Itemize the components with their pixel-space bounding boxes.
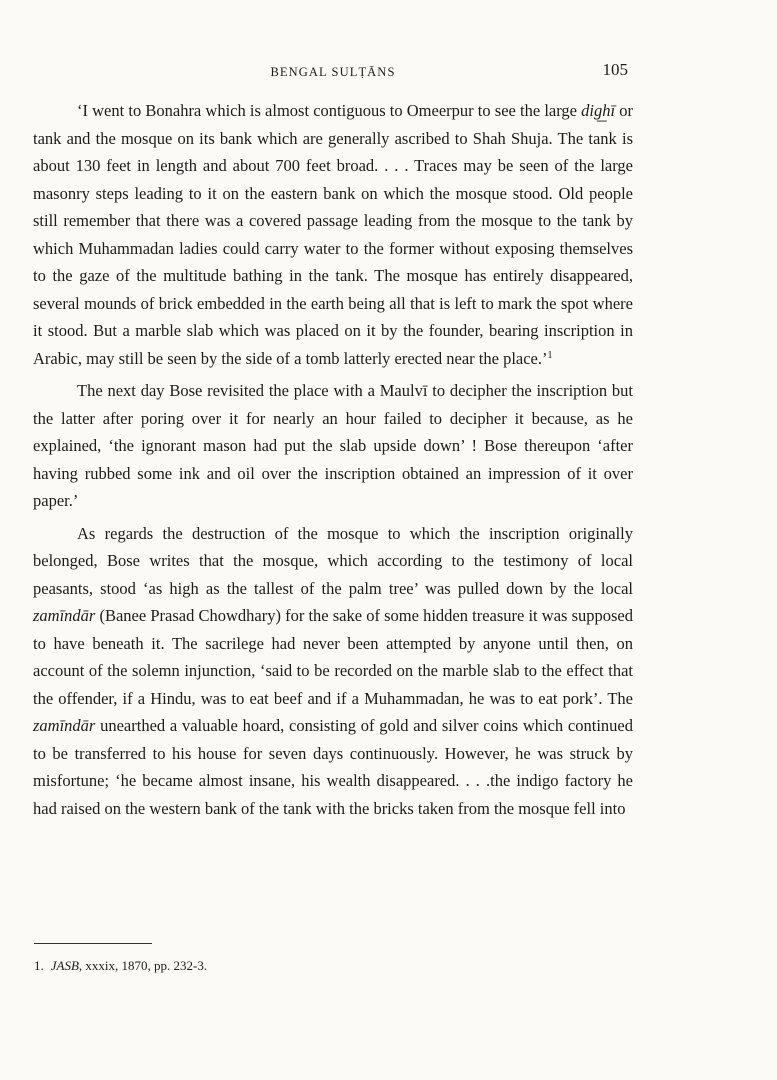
footnote-source: JASB [50,958,79,973]
paragraph-1-text-a: ‘I went to Bonahra which is almost contiguous to Omeerpur to see the large [77,101,582,120]
footnote-detail: , xxxix, 1870, pp. 232-3. [78,958,208,973]
term-zamindar: zamīndār [33,606,96,625]
footnote [34,958,207,974]
paragraph-quote [33,97,633,372]
paragraph-destruction [33,520,633,823]
footnote-number: 1. [34,958,44,973]
page-number: 105 [602,60,628,79]
running-title: BENGAL SULṬĀNS [270,65,396,79]
term-dighi: dig͟hī [581,101,616,120]
paragraph-3-text-a: As regards the destruction of the mosque to which the inscription originally belonged, Bose writes that the mosque, which according to the testimony of local peasants, stood ‘as high as the tallest of the palm tree’ was pulled down by the local [33,523,633,598]
term-zamindar: zamīndār [33,716,96,735]
paragraph-3-text-c: unearthed a valuable hoard, consisting of gold and silver coins which continued to be transferred to his house for seven days continuously. However, he was struck by misfortune; ‘he became almost insane, his wealth disappeared. . . .the indigo factory he had raised on the western bank of the tank with the bricks taken from the mosque fell into [33,716,633,818]
footnote-divider [34,943,152,944]
paragraph-1-text-b: or tank and the mosque on its bank which are generally ascribed to Shah Shuja. The tank is about 130 feet in length and about 700 feet broad. . . . Traces may be seen of the large masonry steps leading to it on the eastern bank on which the mosque stood. Old people still remember that there was a covered passage leading from the mosque to the tank by which Muhammadan ladies could carry water to the former without exposing themselves to the gaze of the multitude bathing in the tank. The mosque has entirely disappeared, several mounds of brick embedded in the earth being all that is left to mark the spot where it stood. But a marble slab which was placed on it by the founder, bearing inscription in Arabic, may still be seen by the side of a tomb latterly erected near the place.’ [33,101,633,368]
page-header [34,60,632,84]
paragraph-3-text-b: (Banee Prasad Chowdhary) for the sake of some hidden treasure it was supposed to have beneath it. The sacrilege had never been attempted by anyone until then, on account of the solemn injunction, ‘said to be recorded on the marble slab to the effect that the offender, if a Hindu, was to eat beef and if a Muhammadan, he was to eat pork’. The [33,606,633,708]
paragraph-bose-visit: The next day Bose revisited the place with a Maulvī to decipher the inscription but the latter after poring over it for nearly an hour failed to decipher it because, as he explained, ‘the ignorant mason had put the slab upside down’ ! Bose thereupon ‘after having rubbed some ink and oil over the inscription obtained an impression of it over paper.’ [33,381,633,510]
footnote-marker: 1 [547,349,553,361]
body-text [33,97,633,822]
